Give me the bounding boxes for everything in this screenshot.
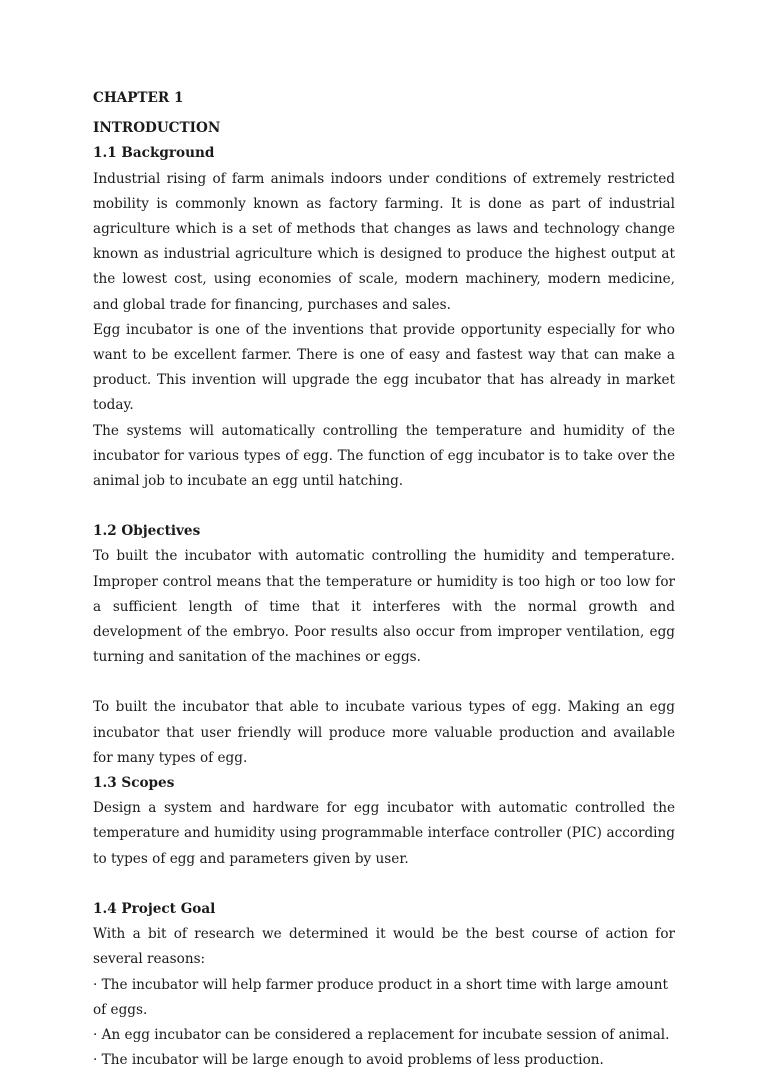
section-heading-objectives: 1.2 Objectives: [93, 523, 201, 540]
spacer: [93, 494, 675, 519]
chapter-heading: CHAPTER 1: [93, 90, 184, 106]
scopes-paragraph-1: Design a system and hardware for egg incubator with automatic controlled the temperature and humidity using programmable interface controller (PIC) according to types of egg and parameters given by user.: [93, 800, 675, 867]
background-paragraph-3: The systems will automatically controlling the temperature and humidity of the incubator for various types of egg. The function of egg incubator is to take over the animal job to incubate an egg until hatching.: [93, 422, 675, 490]
goal-bullet-1: · The incubator will help farmer produce product in a short time with large amount of eggs.: [93, 976, 668, 1018]
objectives-paragraph-1: To built the incubator with automatic controlling the humidity and temperature. Improper control means that the temperature or humidity is too high or too low for a sufficient length of time that it interferes with the normal growth and development of the embryo. Poor results also occur from improper ventilation, egg turning and sanitation of the machines or eggs.: [93, 548, 675, 666]
goal-bullet-2: · An egg incubator can be considered a replacement for incubate session of animal.: [93, 1026, 670, 1043]
spacer: [93, 670, 675, 695]
section-heading-scopes: 1.3 Scopes: [93, 775, 175, 792]
document-page: [93, 86, 675, 1073]
section-heading-goal: 1.4 Project Goal: [93, 900, 216, 917]
objectives-paragraph-2: To built the incubator that able to incubate various types of egg. Making an egg incubator that user friendly will produce more valuable production and available for many types of egg.: [93, 699, 675, 766]
goal-bullet-3: · The incubator will be large enough to avoid problems of less production.: [93, 1052, 604, 1069]
background-paragraph-1: Industrial rising of farm animals indoors under conditions of extremely restricted mobility is commonly known as factory farming. It is done as part of industrial agriculture which is a set of methods that changes as laws and technology change known as industrial agriculture which is designed to produce the highest output at the lowest cost, using economies of scale, modern machinery, modern medicine, and global trade for financing, purchases and sales.: [93, 170, 675, 313]
spacer: [93, 872, 675, 897]
chapter-title: INTRODUCTION: [93, 120, 221, 137]
background-paragraph-2: Egg incubator is one of the inventions that provide opportunity especially for who want to be excellent farmer. There is one of easy and fastest way that can make a product. This invention will upgrade the egg incubator that has already in market today.: [93, 321, 675, 414]
section-heading-background: 1.1 Background: [93, 145, 215, 162]
goal-intro: With a bit of research we determined it would be the best course of action for several reasons:: [93, 926, 675, 968]
